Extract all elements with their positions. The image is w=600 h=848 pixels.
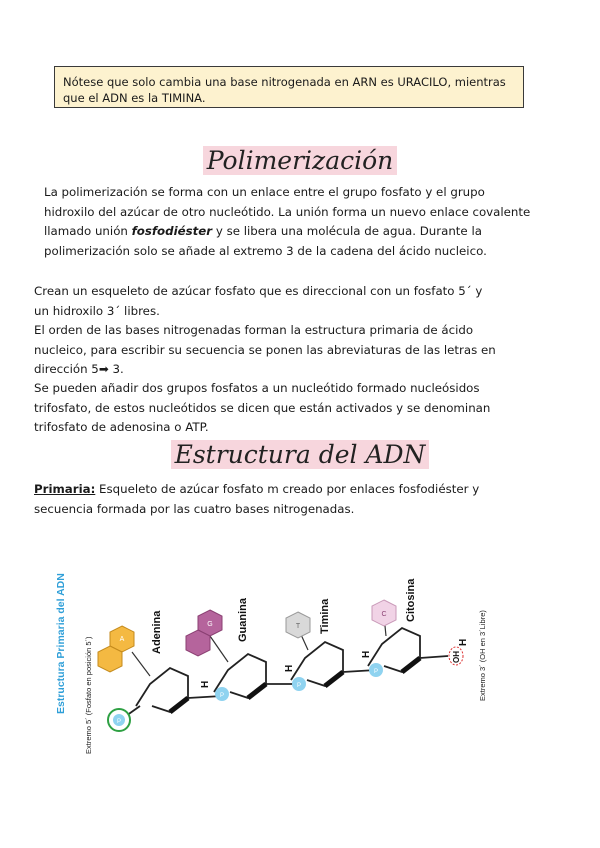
oh-end — [449, 647, 463, 665]
paragraph-orden-bases: El orden de las bases nitrogenadas forman la estructura primaria de ácido nucleico, para escribir su secuencia se ponen las abreviaturas de las letras en dirección 5➡ 3. — [34, 323, 496, 376]
polimerizacion-title: Polimerización — [203, 146, 398, 175]
primaria-label: Primaria: — [34, 482, 96, 496]
svg-text:A: A — [119, 636, 125, 643]
svg-text:T: T — [295, 623, 301, 630]
phosphate-2 — [215, 687, 229, 701]
svg-text:P: P — [116, 719, 122, 725]
polimerizacion-heading — [0, 146, 600, 175]
paragraph-polimerizacion: La polimerización se forma con un enlace entre el grupo fosfato y el grupo hidroxilo del azúcar de otro nucleótido. La unión forma un nuevo enlace covalente llamado unión fosfodiéster y se libera una molécula de agua. Durante la polimerización solo se añade al extremo 3 de la cadena del ácido nucleico. — [44, 185, 531, 258]
diagram-side-title: Estructura Primaria del ADN — [55, 573, 67, 714]
base-citosina — [372, 578, 417, 626]
paragraph-primaria: Primaria: Esqueleto de azúcar fosfato m creado por enlaces fosfodiéster y secuencia formada por las cuatro bases nitrogenadas. — [34, 482, 480, 516]
base-links — [132, 616, 386, 676]
phosphate-1 — [108, 709, 130, 731]
svg-text:G: G — [207, 621, 213, 628]
phosphate-3 — [292, 677, 306, 691]
estructura-title: Estructura del ADN — [171, 440, 430, 469]
oh-label: OH — [452, 651, 461, 663]
label-adenina: Adenina — [151, 610, 163, 654]
svg-text:H: H — [200, 680, 211, 688]
adn-primary-structure-diagram — [28, 566, 508, 766]
paragraph-esqueleto: Crean un esqueleto de azúcar fosfato que es direccional con un fosfato 5´ y un hidroxilo 3´ libres. — [34, 284, 483, 318]
svg-text:H: H — [458, 638, 469, 646]
svg-text:H: H — [284, 664, 295, 672]
paragraph-trifosfato: Se pueden añadir dos grupos fosfatos a un nucleótido formado nucleósidos trifosfato, de estos nucleótidos se dicen que están activados y se denominan trifosfato de adenosina o ATP. — [34, 381, 491, 434]
label-guanina: Guanina — [237, 597, 249, 642]
note-box — [54, 66, 524, 108]
estructura-heading — [0, 440, 600, 469]
label-timina: Timina — [319, 598, 331, 634]
svg-text:H: H — [361, 650, 372, 658]
extremo-3-label: Extremo 3´ (OH en 3´Libre) — [478, 610, 487, 701]
base-timina — [286, 598, 331, 638]
label-citosina: Citosina — [405, 578, 417, 622]
phosphate-4 — [369, 663, 383, 677]
svg-text:P: P — [373, 669, 379, 675]
base-adenina — [98, 610, 163, 672]
fosfodiester-term: fosfodiéster — [131, 224, 213, 238]
extremo-5-label: Extremo 5´ (Fosfato en posición 5´) — [84, 636, 93, 754]
note-text: Nótese que solo cambia una base nitrogenada en ARN es URACILO, mientras que el ADN es la TIMINA. — [63, 75, 506, 105]
svg-text:P: P — [219, 693, 225, 699]
bond-3-end — [420, 656, 448, 658]
svg-text:P: P — [296, 683, 302, 689]
svg-text:C: C — [381, 611, 387, 618]
